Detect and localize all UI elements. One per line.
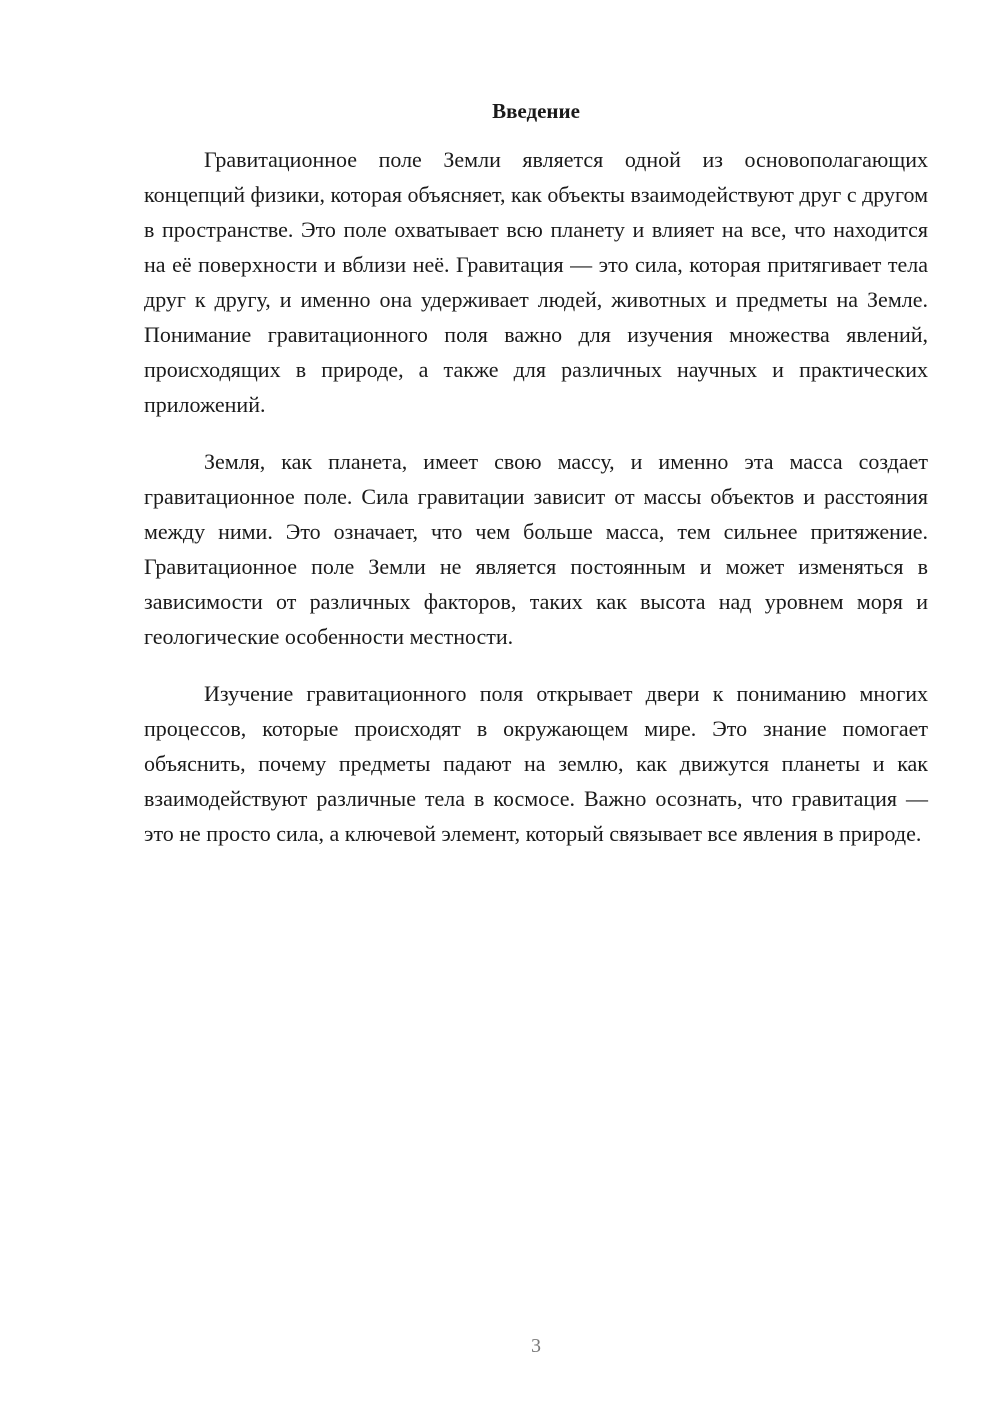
body-text [144,142,928,873]
paragraph-2: Земля, как планета, имеет свою массу, и именно эта масса создает гравитационное поле. Сила гравитации зависит от массы объектов и расстояния между ними. Это означает, что чем больше масса, тем сильнее притяжение. Гравитационное поле Земли не является постоянным и может изменяться в зависимости от различных факторов, таких как высота над уровнем моря и геологические особенности местности. [144,449,928,649]
page-number: 3 [531,1335,541,1357]
section-heading: Введение [492,99,580,123]
paragraph-1: Гравитационное поле Земли является одной из основополагающих концепций физики, которая объясняет, как объекты взаимодействуют друг с другом в пространстве. Это поле охватывает всю планету и влияет на все, что находится на её поверхности и вблизи неё. Гравитация — это сила, которая притягивает тела друг к другу, и именно она удерживает людей, животных и предметы на Земле. Понимание гравитационного поля важно для изучения множества явлений, происходящих в природе, а также для различных научных и практических приложений. [144,147,928,417]
paragraph-3: Изучение гравитационного поля открывает двери к пониманию многих процессов, которые происходят в окружающем мире. Это знание помогает объяснить, почему предметы падают на землю, как движутся планеты и как взаимодействуют различные тела в космосе. Важно осознать, что гравитация — это не просто сила, а ключевой элемент, который связывает все явления в природе. [144,681,928,846]
